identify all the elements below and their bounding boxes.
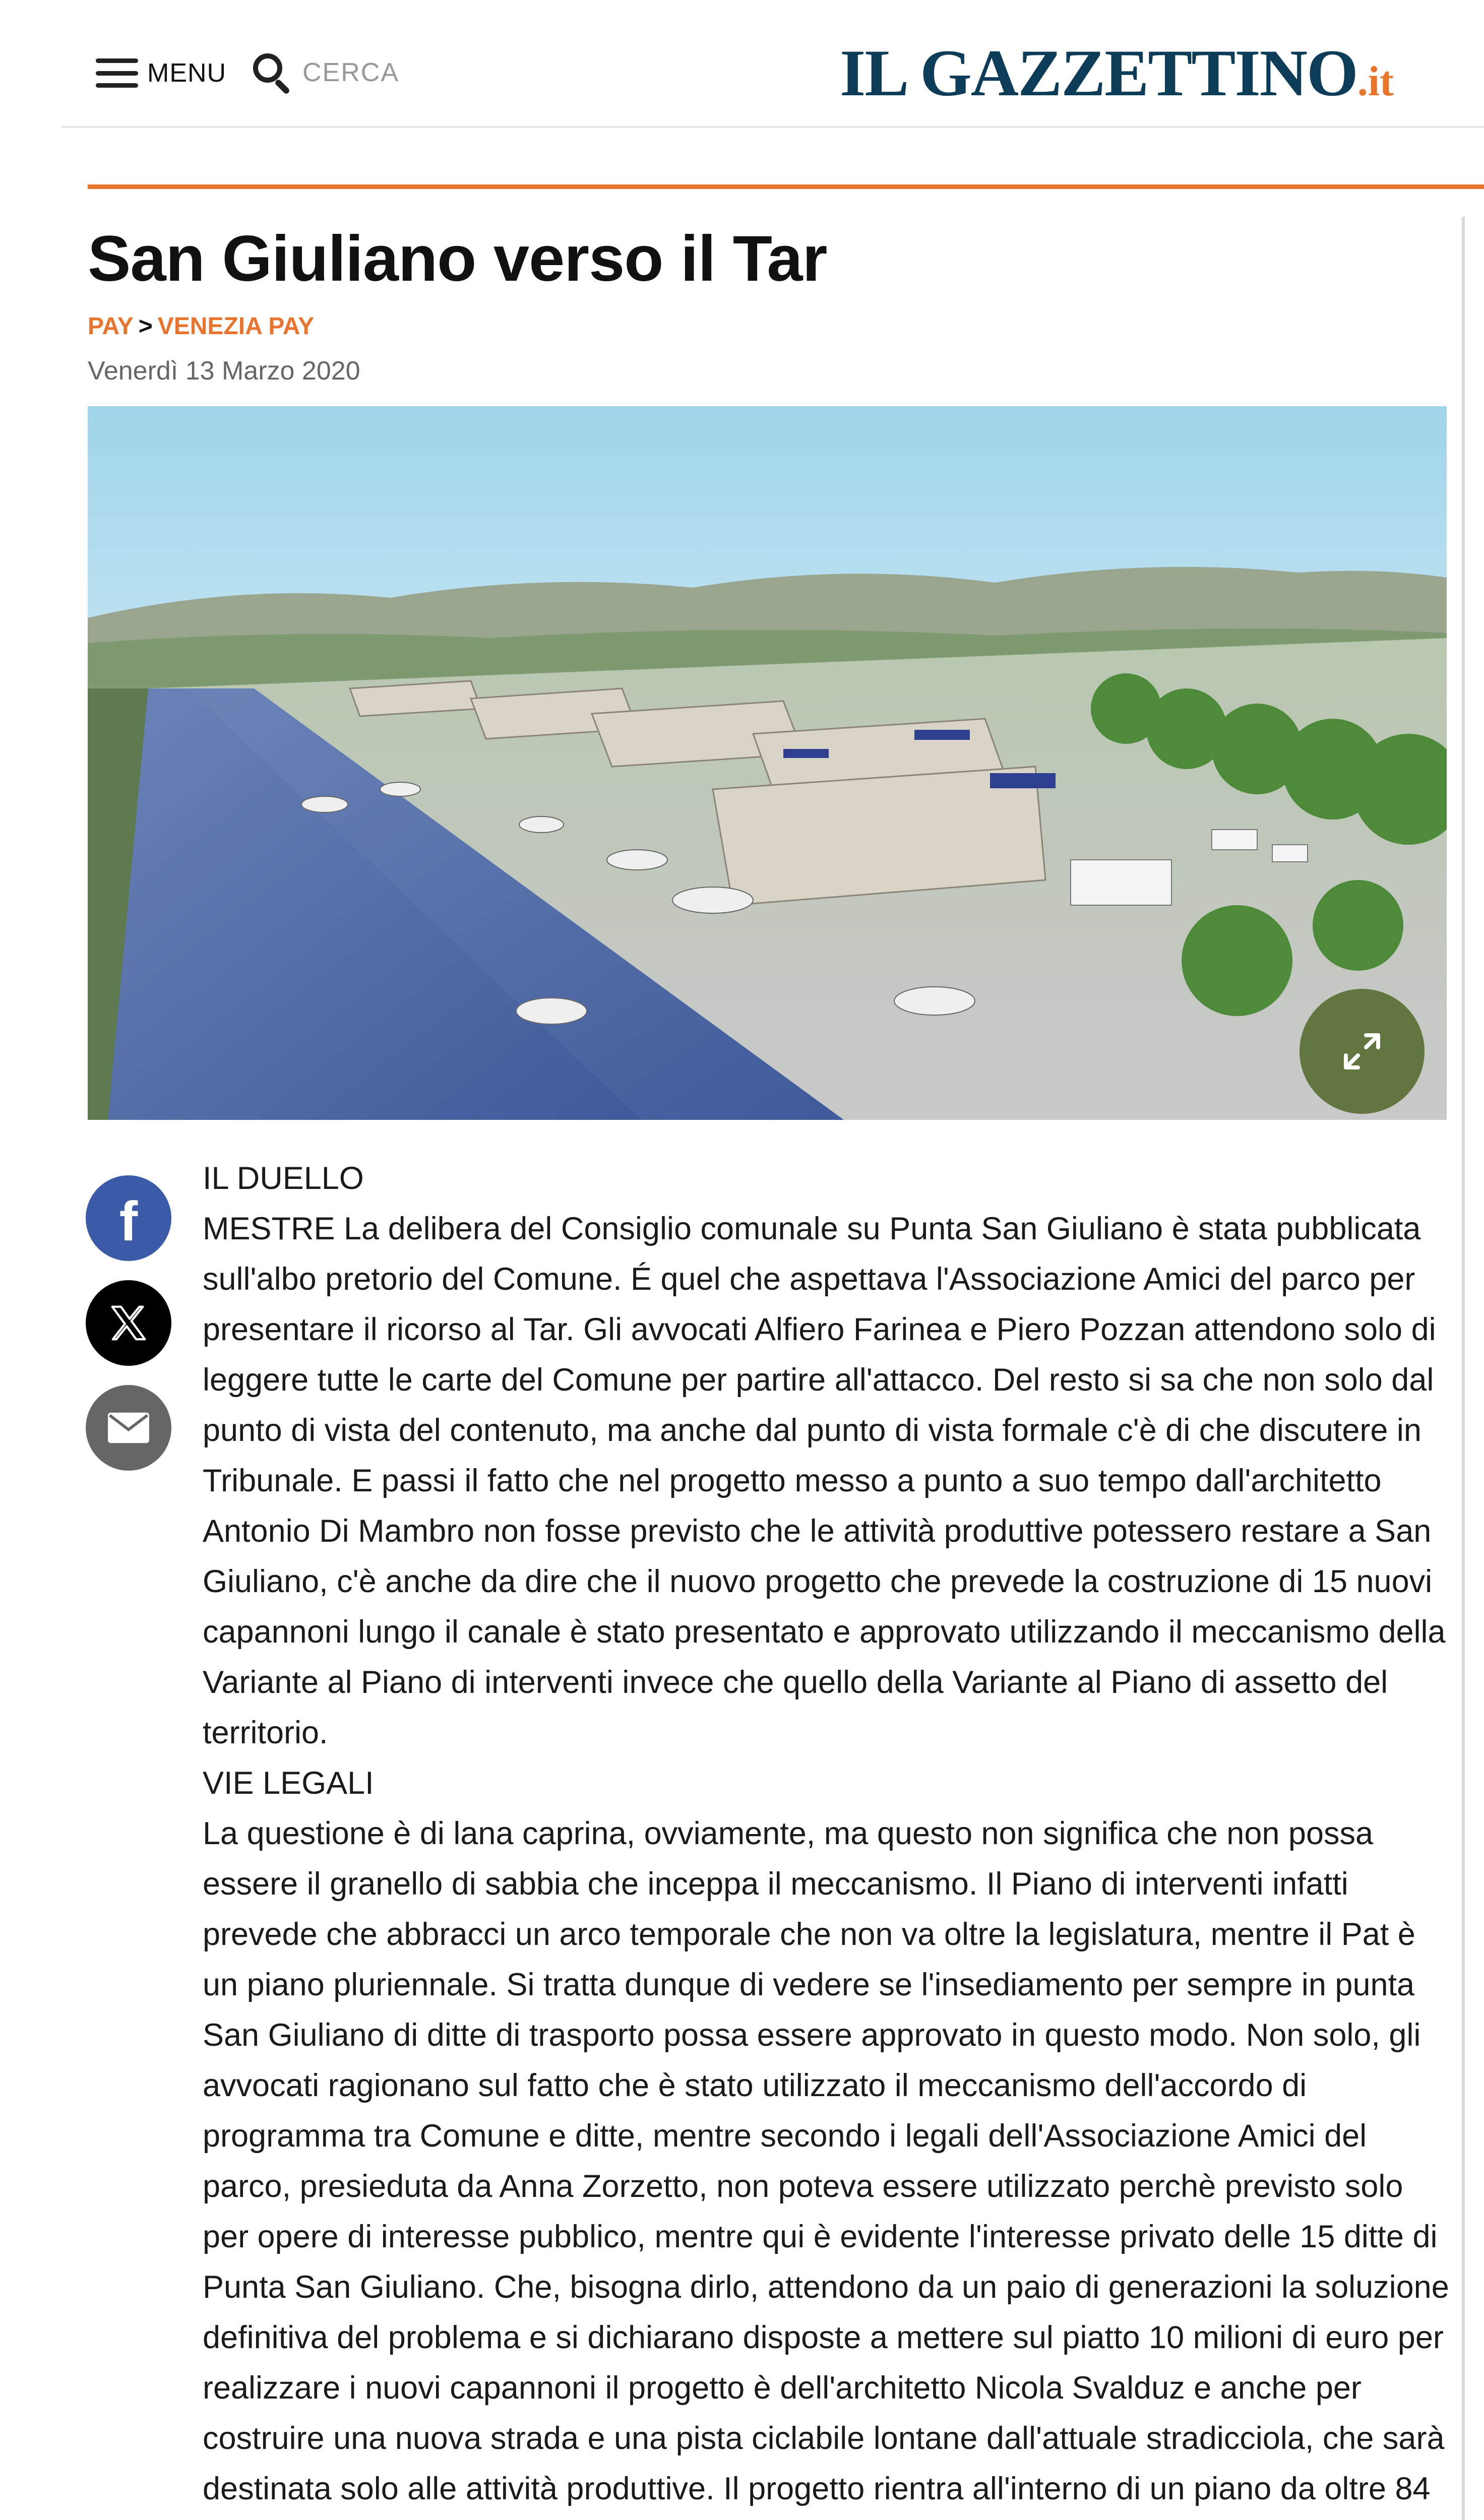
article-paragraph: MESTRE La delibera del Consiglio comunale su Punta San Giuliano è stata pubblicata sull'albo pretorio del Comune. É quel che aspettava l'Associazione Amici del parco per presentare il ricorso al Tar. Gli avvocati Alfiero Farinea e Piero Pozzan attendono solo di leggere tutte le carte del Comune per partire all'attacco. Del resto si sa che non solo dal punto di vista del contenuto, ma anche dal punto di vista formale c'è di che discutere in Tribunale. E passi il fatto che nel progetto messo a punto a suo tempo dall'architetto Antonio Di Mambro non fosse previsto che le attività produttive potessero restare a San Giuliano, c'è anche da dire che il nuovo progetto che prevede la costruzione di 15 nuovi capannoni lungo il canale è stato presentato e approvato utilizzando il meccanismo della Variante al Piano di interventi invece che quello della Variante al Piano di assetto del territorio. <box>203 1211 1446 1750</box>
share-x-button[interactable] <box>86 1280 171 1366</box>
article-body <box>203 1153 1453 2520</box>
article-subheading: VIE LEGALI <box>203 1766 374 1801</box>
facebook-icon: f <box>119 1190 138 1252</box>
share-email-button[interactable] <box>86 1385 171 1471</box>
site-logo[interactable] <box>840 34 1394 110</box>
breadcrumb-item-pay[interactable]: PAY <box>88 313 134 340</box>
page-edge-divider <box>1462 217 1465 2520</box>
header-divider <box>61 126 1484 128</box>
article-subheading: IL DUELLO <box>203 1161 364 1196</box>
x-icon <box>107 1301 150 1345</box>
menu-label: MENU <box>147 58 227 88</box>
expand-image-button[interactable] <box>1300 989 1425 1114</box>
article-date: Venerdì 13 Marzo 2020 <box>88 356 360 386</box>
hamburger-icon <box>96 58 138 88</box>
hero-image <box>88 406 1447 1120</box>
accent-rule <box>88 184 1484 189</box>
logo-main-text: IL GAZZETTINO <box>840 36 1357 110</box>
search-placeholder: CERCA <box>302 58 400 87</box>
search-button[interactable] <box>252 52 399 93</box>
logo-extension-text: .it <box>1357 58 1394 105</box>
breadcrumb <box>88 312 314 340</box>
site-header <box>0 0 1484 127</box>
menu-button[interactable] <box>96 56 226 90</box>
article-title: San Giuliano verso il Tar <box>88 223 827 295</box>
breadcrumb-item-venezia-pay[interactable]: VENEZIA PAY <box>157 313 315 340</box>
breadcrumb-separator: > <box>138 313 153 340</box>
article-paragraph: La questione è di lana caprina, ovviamente, ma questo non significa che non possa essere il granello di sabbia che inceppa il meccanismo. Il Piano di interventi infatti prevede che abbracci un arco temporale che non va oltre la legislatura, mentre il Pat è un piano pluriennale. Si tratta dunque di vedere se l'insediamento per sempre in punta San Giuliano di ditte di trasporto possa essere approvato in questo modo. Non solo, gli avvocati ragionano sul fatto che è stato utilizzato il meccanismo dell'accordo di programma tra Comune e ditte, mentre secondo i legali dell'Associazione Amici del parco, presieduta da Anna Zorzetto, non poteva essere utilizzato perchè previsto solo per opere di interesse pubblico, mentre qui è evidente l'interesse privato delle 15 ditte di Punta San Giuliano. Che, bisogna dirlo, attendono da un paio di generazioni la soluzione definitiva del problema e si dichiarano disposte a mettere sul piatto 10 milioni di euro per realizzare i nuovi capannoni il progetto è dell'architetto Nicola Svalduz e anche per costruire una nuova strada e una pista ciclabile lontane dall'attuale stradicciola, che sarà destinata solo alle attività produttive. Il progetto rientra all'interno di un piano da oltre 84 <box>203 1816 1449 2506</box>
search-icon <box>252 52 290 93</box>
share-facebook-button[interactable] <box>86 1175 171 1261</box>
expand-icon <box>1338 1027 1386 1076</box>
mail-icon <box>107 1412 150 1444</box>
